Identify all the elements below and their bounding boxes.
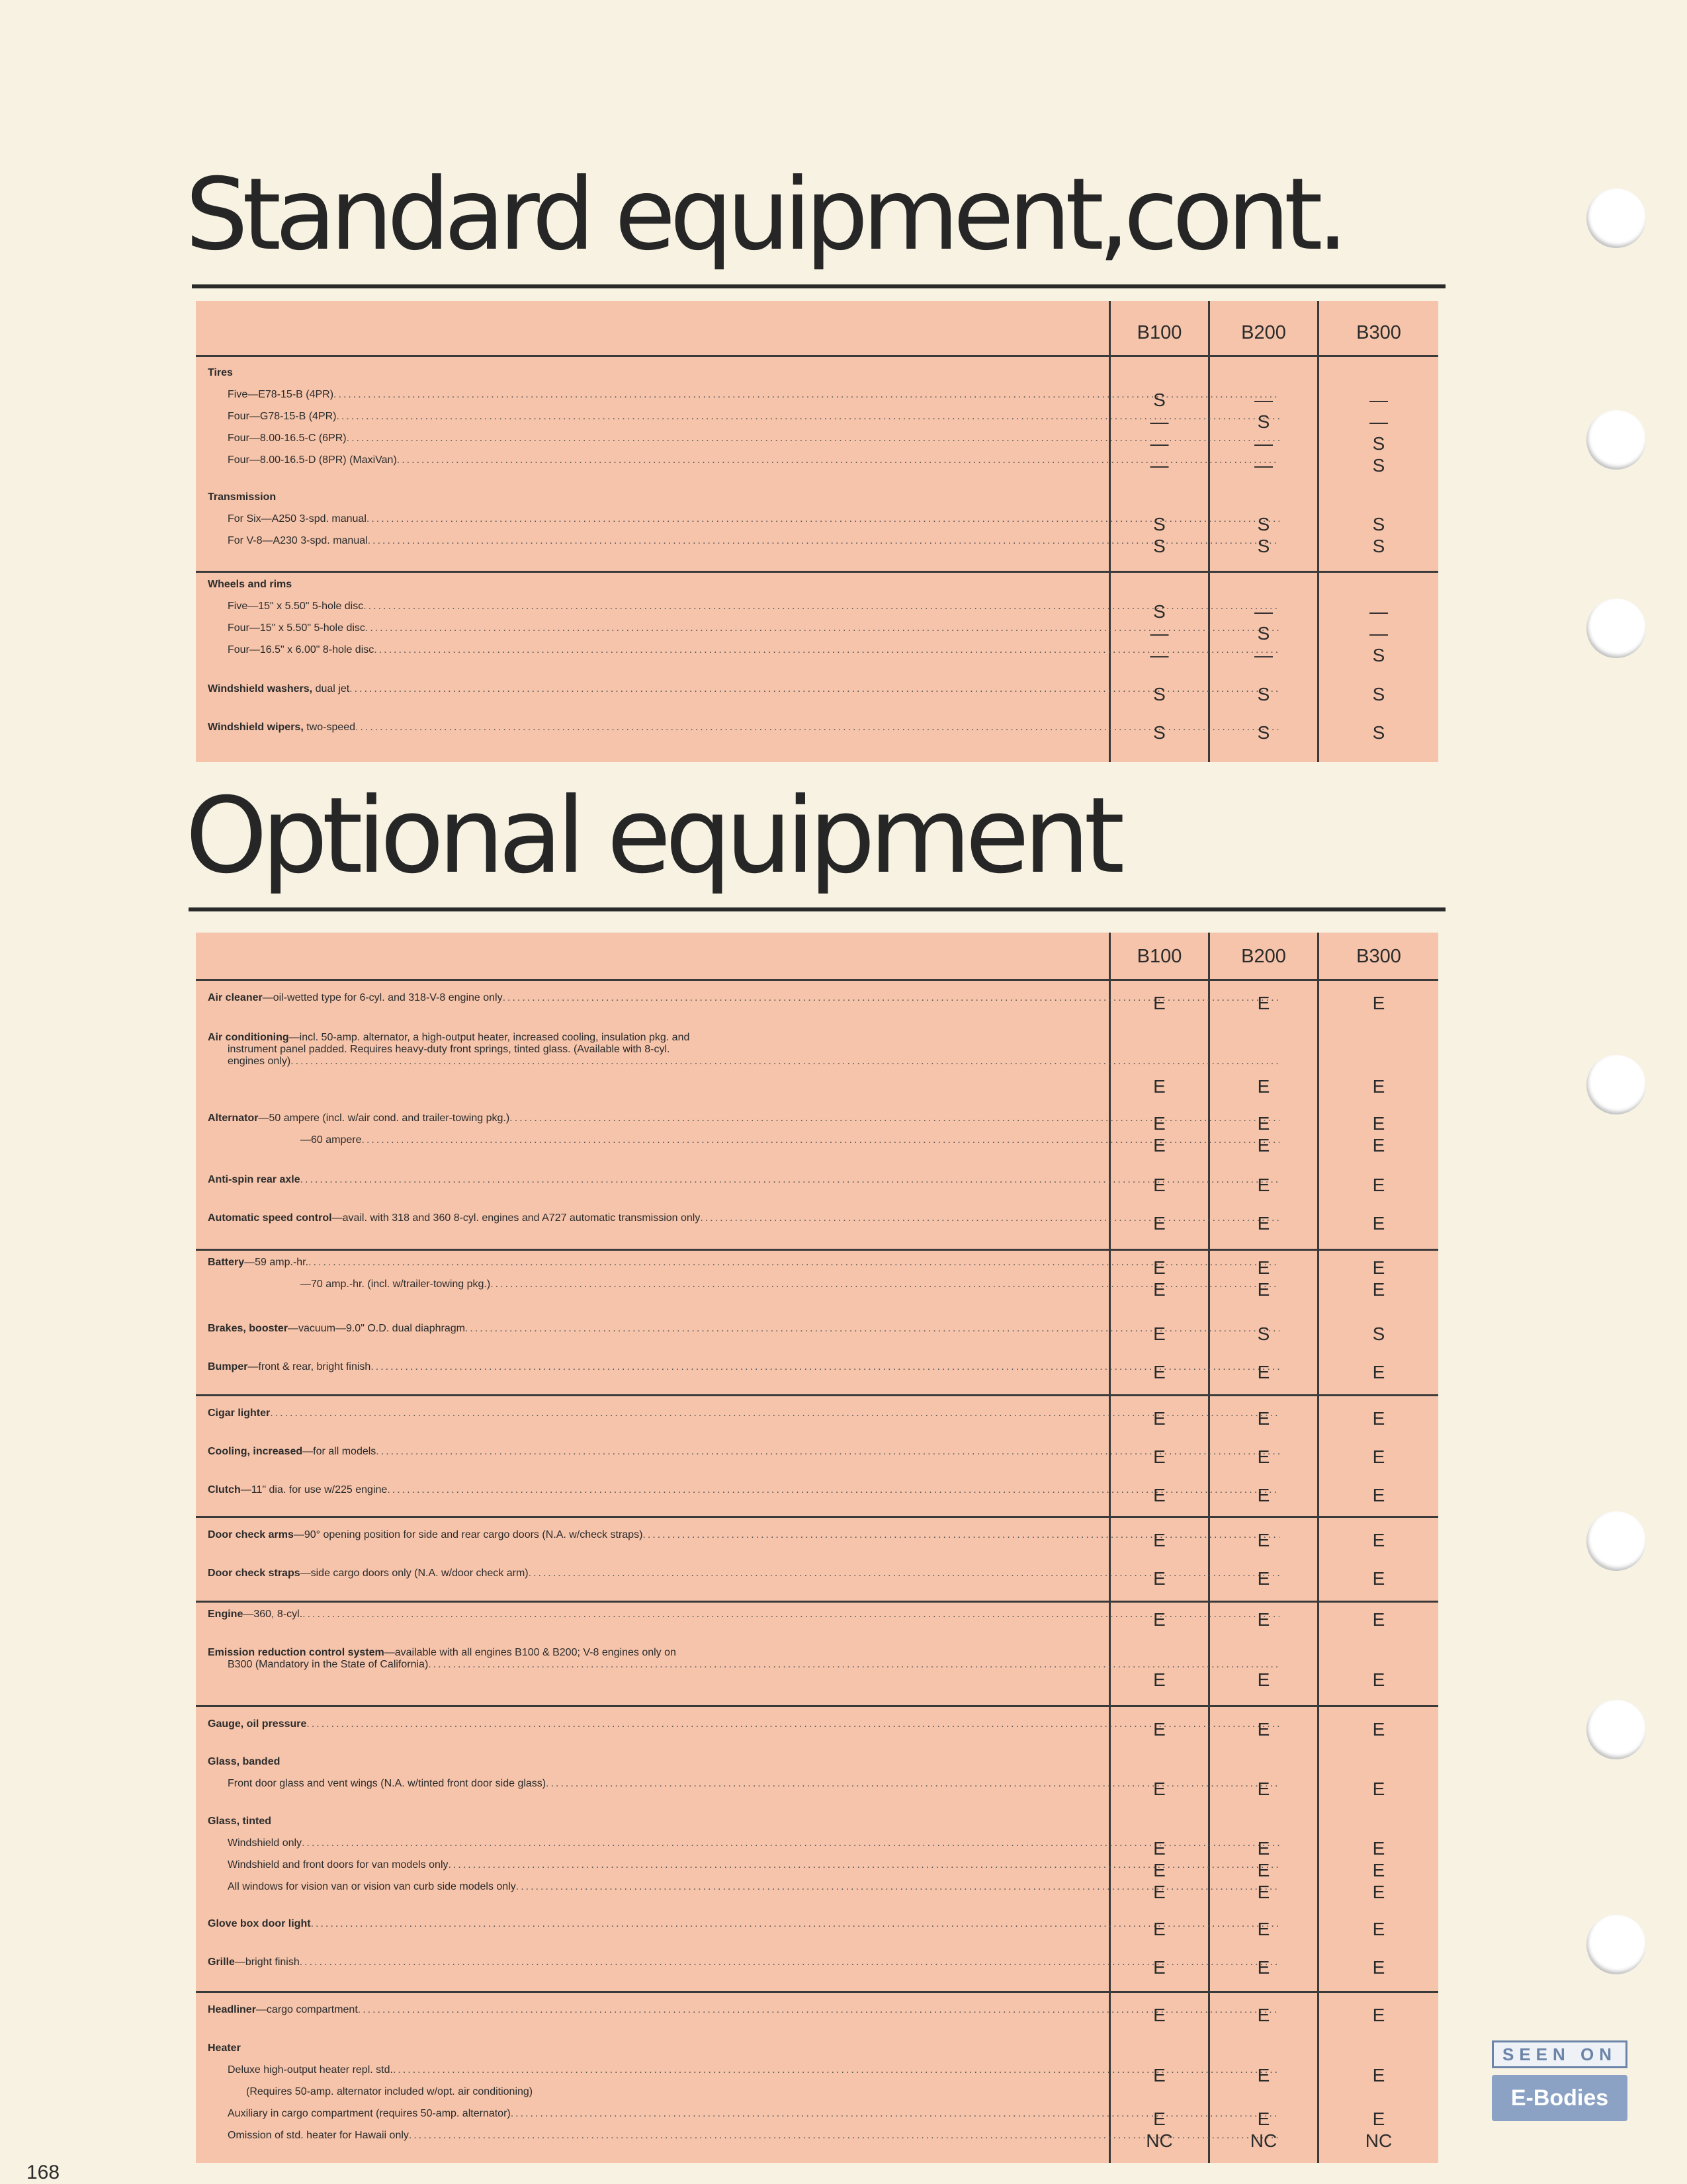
item-description: —incl. 50-amp. alternator, a high-output heater, increased cooling, insulation pkg. and [288, 1032, 690, 1043]
cell-b100: S [1153, 514, 1166, 534]
cell-b300: — [1369, 411, 1388, 432]
cell-b300: E [1372, 1530, 1385, 1550]
cell-b100: E [1153, 1609, 1166, 1630]
cell-b100: E [1153, 1279, 1166, 1300]
cell-b200: S [1257, 722, 1270, 743]
item-line: Auxiliary in cargo compartment (requires 50-amp. alternator) [228, 2108, 511, 2119]
cell-b300: E [1372, 1957, 1385, 1978]
item-name: Door check arms [208, 1529, 294, 1540]
row-label [208, 2042, 1279, 2054]
group-rule [196, 1394, 1438, 1396]
item-name: Alternator [208, 1113, 259, 1124]
item-line: Four—15" x 5.50" 5-hole disc [228, 622, 365, 634]
cell-b100: E [1153, 2005, 1166, 2025]
cell-b300: E [1372, 1362, 1385, 1382]
cell-b100: E [1153, 1719, 1166, 1740]
item-name: Headliner [208, 2004, 256, 2015]
row-label [208, 1032, 1279, 1068]
column-header-b100: B100 [1137, 322, 1182, 343]
cell-b200: — [1254, 645, 1273, 665]
title-rule [192, 284, 1446, 288]
optional-equipment-table [196, 933, 1438, 2163]
cell-b200: E [1257, 1838, 1270, 1859]
group-heading: Glass, tinted [208, 1816, 272, 1827]
item-name: Air conditioning [208, 1032, 289, 1043]
cell-b300: — [1369, 390, 1388, 410]
item-name: Grille [208, 1956, 235, 1968]
cell-b300: S [1372, 645, 1385, 665]
group-heading: Wheels and rims [208, 579, 292, 590]
cell-b100: S [1153, 684, 1166, 704]
cell-b200: E [1257, 1609, 1270, 1630]
cell-b300: E [1372, 1447, 1385, 1467]
cell-b100: E [1153, 1860, 1166, 1880]
cell-b200: — [1254, 390, 1273, 410]
cell-b300: E [1372, 1779, 1385, 1799]
cell-b100: E [1153, 1882, 1166, 1902]
cell-b300: E [1372, 1113, 1385, 1134]
item-line: For V-8—A230 3-spd. manual [228, 535, 368, 546]
cell-b300: — [1369, 623, 1388, 644]
cell-b300: E [1372, 1257, 1385, 1278]
cell-b100: E [1153, 2065, 1166, 2085]
cell-b200: E [1257, 1568, 1270, 1589]
cell-b300: E [1372, 1076, 1385, 1097]
item-line: Four—8.00-16.5-C (6PR) [228, 433, 347, 444]
item-line: Deluxe high-output heater repl. std. [228, 2064, 393, 2076]
item-name: Bumper [208, 1361, 248, 1372]
cell-b300: E [1372, 1669, 1385, 1690]
cell-b300: E [1372, 993, 1385, 1013]
group-heading: Transmission [208, 491, 277, 503]
cell-b100: E [1153, 1568, 1166, 1589]
item-name: Air cleaner [208, 992, 263, 1003]
optional-equipment-title: Optional equipment [185, 775, 1119, 897]
item-description: —available with all engines B100 & B200; V-8 engines only on [384, 1647, 676, 1658]
cell-b300: S [1372, 1323, 1385, 1344]
cell-b200: E [1257, 1257, 1270, 1278]
cell-b300: E [1372, 1919, 1385, 1939]
cell-b200: E [1257, 1957, 1270, 1978]
item-description: —oil-wetted type for 6-cyl. and 318-V-8 engine only [262, 992, 503, 1003]
row-label [208, 367, 1279, 379]
column-header-b300: B300 [1356, 322, 1401, 343]
cell-b100: S [1153, 601, 1166, 622]
row-label [208, 1816, 1279, 1827]
item-line: —70 amp.-hr. (incl. w/trailer-towing pkg.) [300, 1279, 491, 1290]
cell-b300: S [1372, 433, 1385, 454]
cell-b100: E [1153, 1530, 1166, 1550]
item-description-continued: B300 (Mandatory in the State of California) [228, 1659, 429, 1670]
cell-b100: E [1153, 2109, 1166, 2129]
cell-b100: E [1153, 1257, 1166, 1278]
cell-b200: E [1257, 1135, 1270, 1155]
item-description-continued: engines only) [228, 1056, 291, 1067]
item-description: two-speed [303, 722, 356, 733]
page-number: 168 [26, 2162, 60, 2183]
binder-hole [1586, 599, 1646, 658]
cell-b300: E [1372, 1609, 1385, 1630]
item-line: Five—E78-15-B (4PR) [228, 389, 334, 400]
group-rule [196, 571, 1438, 573]
cell-b100: E [1153, 1135, 1166, 1155]
item-line: Five—15" x 5.50" 5-hole disc [228, 601, 364, 612]
cell-b200: S [1257, 514, 1270, 534]
cell-b100: E [1153, 1838, 1166, 1859]
cell-b300: — [1369, 601, 1388, 622]
cell-b300: E [1372, 2109, 1385, 2129]
item-description: —90° opening position for side and rear cargo doors (N.A. w/check straps) [293, 1529, 643, 1540]
cell-b200: NC [1250, 2130, 1277, 2151]
cell-b200: E [1257, 1408, 1270, 1429]
cell-b100: E [1153, 1957, 1166, 1978]
binder-hole [1586, 410, 1646, 470]
row-label [208, 1756, 1279, 1768]
item-line: —60 ampere [300, 1134, 362, 1146]
item-name: Automatic speed control [208, 1212, 332, 1224]
cell-b300: S [1372, 722, 1385, 743]
item-description: —bright finish [234, 1956, 300, 1968]
cell-b200: E [1257, 1213, 1270, 1234]
cell-b300: E [1372, 1135, 1385, 1155]
cell-b200: E [1257, 1362, 1270, 1382]
cell-b200: E [1257, 1485, 1270, 1505]
cell-b200: E [1257, 2005, 1270, 2025]
cell-b200: S [1257, 411, 1270, 432]
item-line: All windows for vision van or vision van curb side models only [228, 1881, 516, 1892]
cell-b200: E [1257, 1076, 1270, 1097]
cell-b200: E [1257, 1669, 1270, 1690]
cell-b300: E [1372, 1408, 1385, 1429]
cell-b300: S [1372, 536, 1385, 556]
cell-b100: E [1153, 1669, 1166, 1690]
item-name: Cigar lighter [208, 1407, 271, 1419]
item-name: Windshield washers, [208, 683, 313, 694]
item-name: Anti-spin rear axle [208, 1174, 300, 1185]
cell-b100: E [1153, 1362, 1166, 1382]
cell-b300: E [1372, 1838, 1385, 1859]
item-name: Cooling, increased [208, 1446, 303, 1457]
cell-b200: E [1257, 2065, 1270, 2085]
cell-b200: S [1257, 1323, 1270, 1344]
item-description: —front & rear, bright finish [247, 1361, 371, 1372]
cell-b100: — [1150, 645, 1169, 665]
item-line: Windshield only [228, 1837, 302, 1849]
column-header-b200: B200 [1241, 946, 1286, 967]
cell-b100: E [1153, 1076, 1166, 1097]
cell-b300: E [1372, 2065, 1385, 2085]
cell-b100: E [1153, 1408, 1166, 1429]
group-rule [196, 1249, 1438, 1251]
cell-b200: E [1257, 1530, 1270, 1550]
row-label [208, 491, 1279, 503]
cell-b100: S [1153, 536, 1166, 556]
item-name: Battery [208, 1257, 245, 1268]
cell-b100: E [1153, 1485, 1166, 1505]
item-line: Four—8.00-16.5-D (8PR) (MaxiVan) [228, 454, 397, 466]
column-header-b300: B300 [1356, 946, 1401, 967]
cell-b200: E [1257, 1447, 1270, 1467]
cell-b200: E [1257, 1860, 1270, 1880]
cell-b200: — [1254, 601, 1273, 622]
cell-b200: — [1254, 433, 1273, 454]
item-name: Door check straps [208, 1568, 300, 1579]
item-description: —side cargo doors only (N.A. w/door check arm) [300, 1568, 529, 1579]
item-name: Emission reduction control system [208, 1647, 384, 1658]
cell-b100: E [1153, 1779, 1166, 1799]
cell-b200: E [1257, 993, 1270, 1013]
cell-b300: E [1372, 2005, 1385, 2025]
standard-equipment-title: Standard equipment,cont. [185, 157, 1343, 273]
cell-b200: E [1257, 1175, 1270, 1195]
cell-b100: S [1153, 390, 1166, 410]
cell-b200: S [1257, 536, 1270, 556]
badge-logo-text: E-Bodies [1492, 2075, 1627, 2121]
cell-b200: E [1257, 1919, 1270, 1939]
item-name: Brakes, booster [208, 1323, 288, 1334]
cell-b100: — [1150, 455, 1169, 476]
cell-b200: E [1257, 1279, 1270, 1300]
item-description: dual jet [312, 683, 350, 694]
cell-b300: E [1372, 1279, 1385, 1300]
cell-b100: — [1150, 623, 1169, 644]
item-line: For Six—A250 3-spd. manual [228, 513, 367, 525]
row-label [208, 2086, 1279, 2098]
column-header-b100: B100 [1137, 946, 1182, 967]
item-description: —11" dia. for use w/225 engine [240, 1484, 388, 1495]
group-rule [196, 1991, 1438, 1993]
cell-b300: S [1372, 455, 1385, 476]
cell-b200: S [1257, 684, 1270, 704]
cell-b100: NC [1146, 2130, 1173, 2151]
cell-b100: E [1153, 1919, 1166, 1939]
item-description: —50 ampere (incl. w/air cond. and trailer-towing pkg.) [258, 1113, 510, 1124]
binder-hole [1586, 1055, 1646, 1114]
group-rule [196, 1705, 1438, 1707]
cell-b200: E [1257, 1113, 1270, 1134]
title-rule [189, 907, 1446, 911]
item-description-continued: instrument panel padded. Requires heavy-duty front springs, tinted glass. (Available with 8-cyl. [228, 1044, 670, 1055]
item-name: Glove box door light [208, 1918, 311, 1929]
cell-b300: NC [1365, 2130, 1393, 2151]
badge-top-text: SEEN ON [1492, 2040, 1627, 2068]
item-line: Four—16.5" x 6.00" 8-hole disc [228, 644, 374, 655]
item-description: —360, 8-cyl. [243, 1609, 303, 1620]
cell-b200: E [1257, 1719, 1270, 1740]
cell-b200: E [1257, 1882, 1270, 1902]
binder-hole [1586, 1915, 1646, 1974]
cell-b200: E [1257, 1779, 1270, 1799]
cell-b200: — [1254, 455, 1273, 476]
item-description: —vacuum—9.0" O.D. dual diaphragm [287, 1323, 465, 1334]
cell-b300: E [1372, 1175, 1385, 1195]
cell-b200: S [1257, 623, 1270, 644]
item-description: —cargo compartment [255, 2004, 358, 2015]
item-name: Clutch [208, 1484, 241, 1495]
group-rule [196, 1516, 1438, 1518]
item-name: Engine [208, 1609, 243, 1620]
item-description: —59 amp.-hr. [244, 1257, 309, 1268]
cell-b100: S [1153, 722, 1166, 743]
cell-b300: E [1372, 1719, 1385, 1740]
item-line: Front door glass and vent wings (N.A. w/tinted front door side glass) [228, 1778, 546, 1789]
cell-b300: E [1372, 1882, 1385, 1902]
cell-b100: E [1153, 1213, 1166, 1234]
group-heading: Tires [208, 367, 233, 378]
cell-b300: S [1372, 684, 1385, 704]
item-name: Windshield wipers, [208, 722, 304, 733]
binder-hole [1586, 189, 1646, 248]
row-label [208, 579, 1279, 591]
cell-b100: E [1153, 1323, 1166, 1344]
group-heading: Glass, banded [208, 1756, 281, 1767]
cell-b100: — [1150, 411, 1169, 432]
item-line: Omission of std. heater for Hawaii only [228, 2130, 409, 2141]
group-rule [196, 1601, 1438, 1603]
cell-b300: E [1372, 1568, 1385, 1589]
cell-b100: E [1153, 1175, 1166, 1195]
item-line: (Requires 50-amp. alternator included w/opt. air conditioning) [246, 2086, 533, 2097]
cell-b300: E [1372, 1485, 1385, 1505]
header-rule [196, 979, 1438, 981]
item-name: Gauge, oil pressure [208, 1718, 307, 1730]
item-description: —for all models [302, 1446, 376, 1457]
cell-b300: S [1372, 514, 1385, 534]
cell-b300: E [1372, 1860, 1385, 1880]
binder-hole [1586, 1511, 1646, 1571]
cell-b100: E [1153, 1447, 1166, 1467]
seen-on-badge [1492, 2040, 1627, 2123]
item-line: Windshield and front doors for van models only [228, 1859, 449, 1870]
item-description: —avail. with 318 and 360 8-cyl. engines and A727 automatic transmission only [331, 1212, 701, 1224]
cell-b100: E [1153, 1113, 1166, 1134]
cell-b300: E [1372, 1213, 1385, 1234]
cell-b100: — [1150, 433, 1169, 454]
group-heading: Heater [208, 2042, 241, 2054]
standard-equipment-table [196, 301, 1438, 762]
item-line: Four—G78-15-B (4PR) [228, 411, 337, 422]
row-label [208, 1647, 1279, 1671]
column-header-b200: B200 [1241, 322, 1286, 343]
cell-b200: E [1257, 2109, 1270, 2129]
binder-hole [1586, 1700, 1646, 1759]
header-rule [196, 355, 1438, 357]
cell-b100: E [1153, 993, 1166, 1013]
